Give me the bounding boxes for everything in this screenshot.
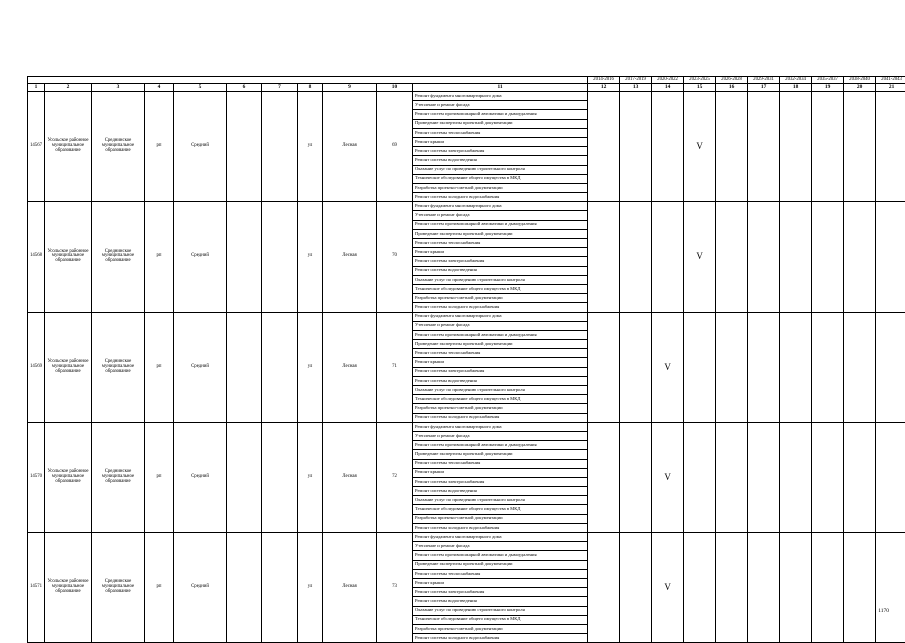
work-item: Проведение экспертизы проектной документации: [413, 450, 588, 459]
period-cell: [620, 533, 652, 643]
year-period-header: 2041-2043: [876, 77, 905, 84]
work-item: Оказание услуг по проведению строительного контроля: [413, 275, 588, 284]
work-item: Техническое обследование общего имущества в МКД: [413, 505, 588, 514]
column-number: 14: [652, 84, 684, 92]
work-item: Проведение экспертизы проектной документации: [413, 340, 588, 349]
settlement-type: рп: [145, 533, 174, 643]
period-cell: [876, 202, 905, 312]
building-id: 14567: [28, 92, 45, 202]
street-type: ул: [298, 422, 323, 532]
column-number: 9: [323, 84, 377, 92]
street-type: ул: [298, 312, 323, 422]
column-number: 1: [28, 84, 45, 92]
period-cell: [876, 92, 905, 202]
work-item: Ремонт систем противопожарной автоматики и дымоудаления: [413, 220, 588, 229]
municipality: Среднинское муниципальное образование: [92, 202, 145, 312]
period-cell: [620, 92, 652, 202]
municipality: Среднинское муниципальное образование: [92, 92, 145, 202]
street-name: Лесная: [323, 202, 377, 312]
work-item: Ремонт фундамента многоквартирного дома: [413, 533, 588, 542]
column-number-row: [28, 84, 905, 92]
year-period-header: 2029-2031: [748, 77, 780, 84]
period-cell: [588, 92, 620, 202]
house-number: 70: [377, 202, 413, 312]
work-item: Ремонт крыши: [413, 358, 588, 367]
years-header-row: [28, 77, 905, 84]
work-item: Техническое обследование общего имущества в МКД: [413, 284, 588, 293]
work-item: Утепление и ремонт фасада: [413, 321, 588, 330]
period-cell: [716, 312, 748, 422]
column-number: 13: [620, 84, 652, 92]
column-number: 19: [812, 84, 844, 92]
year-period-header: 2023-2025: [684, 77, 716, 84]
work-item: Ремонт крыши: [413, 137, 588, 146]
municipal-district: Усольское районное муниципальное образование: [45, 533, 92, 643]
settlement-name: Средний: [174, 92, 227, 202]
period-cell: [780, 312, 812, 422]
work-item: Ремонт системы холодного водоснабжения: [413, 413, 588, 422]
period-cell: [812, 422, 844, 532]
column-number: 12: [588, 84, 620, 92]
work-row: [28, 422, 905, 431]
house-number: 73: [377, 533, 413, 643]
work-item: Ремонт систем противопожарной автоматики и дымоудаления: [413, 330, 588, 339]
street-name: Лесная: [323, 312, 377, 422]
column-7: [262, 533, 298, 643]
house-number: 72: [377, 422, 413, 532]
table-body: [28, 77, 905, 643]
work-item: Ремонт системы теплоснабжения: [413, 239, 588, 248]
period-cell: [652, 92, 684, 202]
work-row: [28, 92, 905, 101]
building-id: 14568: [28, 202, 45, 312]
years-header-blank: [28, 77, 588, 84]
period-cell: [748, 92, 780, 202]
municipality: Среднинское муниципальное образование: [92, 312, 145, 422]
column-7: [262, 92, 298, 202]
column-number: 20: [844, 84, 876, 92]
column-number: 11: [413, 84, 588, 92]
work-item: Ремонт системы холодного водоснабжения: [413, 193, 588, 202]
street-name: Лесная: [323, 533, 377, 643]
municipality: Среднинское муниципальное образование: [92, 533, 145, 643]
column-6: [227, 92, 262, 202]
period-cell: [716, 92, 748, 202]
period-cell: [844, 312, 876, 422]
work-item: Техническое обследование общего имущества в МКД: [413, 174, 588, 183]
period-cell: [748, 533, 780, 643]
period-cell: [684, 312, 716, 422]
period-mark: V: [652, 312, 684, 422]
work-item: Ремонт крыши: [413, 468, 588, 477]
work-item: Ремонт крыши: [413, 248, 588, 257]
column-number: 5: [174, 84, 227, 92]
period-cell: [684, 533, 716, 643]
work-item: Оказание услуг по проведению строительного контроля: [413, 496, 588, 505]
street-name: Лесная: [323, 422, 377, 532]
work-item: Ремонт системы теплоснабжения: [413, 128, 588, 137]
building-id: 14571: [28, 533, 45, 643]
year-period-header: 2020-2022: [652, 77, 684, 84]
period-cell: [844, 533, 876, 643]
column-7: [262, 422, 298, 532]
work-item: Разработка проектно-сметной документации: [413, 294, 588, 303]
work-item: Ремонт системы электроснабжения: [413, 367, 588, 376]
period-cell: [716, 533, 748, 643]
period-cell: [812, 533, 844, 643]
period-cell: [812, 312, 844, 422]
period-cell: [812, 202, 844, 312]
work-item: Ремонт системы теплоснабжения: [413, 569, 588, 578]
period-cell: [620, 312, 652, 422]
column-6: [227, 533, 262, 643]
work-item: Ремонт систем противопожарной автоматики и дымоудаления: [413, 551, 588, 560]
work-item: Проведение экспертизы проектной документации: [413, 119, 588, 128]
work-item: Техническое обследование общего имущества в МКД: [413, 395, 588, 404]
settlement-type: рп: [145, 202, 174, 312]
work-row: [28, 533, 905, 542]
work-item: Оказание услуг по проведению строительного контроля: [413, 165, 588, 174]
period-cell: [588, 422, 620, 532]
work-item: Ремонт системы холодного водоснабжения: [413, 634, 588, 643]
work-item: Ремонт системы водоотведения: [413, 487, 588, 496]
period-cell: [844, 92, 876, 202]
work-item: Утепление и ремонт фасада: [413, 431, 588, 440]
work-item: Разработка проектно-сметной документации: [413, 404, 588, 413]
period-cell: [844, 202, 876, 312]
schedule-document: [27, 76, 883, 643]
column-number: 2: [45, 84, 92, 92]
period-cell: [780, 92, 812, 202]
column-7: [262, 312, 298, 422]
work-item: Оказание услуг по проведению строительного контроля: [413, 606, 588, 615]
work-item: Проведение экспертизы проектной документации: [413, 560, 588, 569]
work-item: Ремонт фундамента многоквартирного дома: [413, 422, 588, 431]
period-cell: [748, 422, 780, 532]
column-7: [262, 202, 298, 312]
work-row: [28, 202, 905, 211]
period-cell: [876, 312, 905, 422]
period-cell: [748, 202, 780, 312]
period-cell: [844, 422, 876, 532]
repair-schedule-table: [27, 76, 905, 643]
municipal-district: Усольское районное муниципальное образование: [45, 202, 92, 312]
column-number: 3: [92, 84, 145, 92]
work-item: Ремонт фундамента многоквартирного дома: [413, 312, 588, 321]
work-item: Ремонт фундамента многоквартирного дома: [413, 202, 588, 211]
year-period-header: 2014-2016: [588, 77, 620, 84]
work-item: Ремонт фундамента многоквартирного дома: [413, 92, 588, 101]
year-period-header: 2038-2040: [844, 77, 876, 84]
column-number: 4: [145, 84, 174, 92]
building-id: 14570: [28, 422, 45, 532]
work-item: Ремонт систем противопожарной автоматики и дымоудаления: [413, 441, 588, 450]
year-period-header: 2035-2037: [812, 77, 844, 84]
period-cell: [620, 202, 652, 312]
period-cell: [684, 422, 716, 532]
column-6: [227, 312, 262, 422]
column-number: 15: [684, 84, 716, 92]
municipal-district: Усольское районное муниципальное образование: [45, 422, 92, 532]
work-item: Ремонт системы водоотведения: [413, 376, 588, 385]
house-number: 69: [377, 92, 413, 202]
period-cell: [716, 202, 748, 312]
work-row: [28, 312, 905, 321]
settlement-name: Средний: [174, 202, 227, 312]
column-number: 17: [748, 84, 780, 92]
work-item: Ремонт системы водоотведения: [413, 156, 588, 165]
settlement-name: Средний: [174, 533, 227, 643]
page-number: 1170: [878, 608, 889, 614]
work-item: Ремонт крыши: [413, 578, 588, 587]
work-item: Утепление и ремонт фасада: [413, 542, 588, 551]
work-item: Оказание услуг по проведению строительного контроля: [413, 386, 588, 395]
street-type: ул: [298, 92, 323, 202]
settlement-type: рп: [145, 92, 174, 202]
work-item: Ремонт системы электроснабжения: [413, 257, 588, 266]
work-item: Ремонт системы водоотведения: [413, 597, 588, 606]
work-item: Ремонт систем противопожарной автоматики и дымоудаления: [413, 110, 588, 119]
period-mark: V: [652, 533, 684, 643]
work-item: Утепление и ремонт фасада: [413, 211, 588, 220]
work-item: Разработка проектно-сметной документации: [413, 183, 588, 192]
period-cell: [652, 202, 684, 312]
municipal-district: Усольское районное муниципальное образование: [45, 312, 92, 422]
period-cell: [620, 422, 652, 532]
period-cell: [780, 202, 812, 312]
period-cell: [588, 202, 620, 312]
column-6: [227, 202, 262, 312]
period-cell: [588, 533, 620, 643]
street-name: Лесная: [323, 92, 377, 202]
house-number: 71: [377, 312, 413, 422]
work-item: Ремонт системы электроснабжения: [413, 588, 588, 597]
period-mark: V: [684, 92, 716, 202]
settlement-type: рп: [145, 422, 174, 532]
settlement-name: Средний: [174, 312, 227, 422]
work-item: Разработка проектно-сметной документации: [413, 514, 588, 523]
column-number: 16: [716, 84, 748, 92]
period-cell: [812, 92, 844, 202]
work-item: Ремонт системы электроснабжения: [413, 477, 588, 486]
column-number: 8: [298, 84, 323, 92]
column-number: 7: [262, 84, 298, 92]
municipality: Среднинское муниципальное образование: [92, 422, 145, 532]
column-6: [227, 422, 262, 532]
work-item: Разработка проектно-сметной документации: [413, 624, 588, 633]
building-id: 14569: [28, 312, 45, 422]
street-type: ул: [298, 533, 323, 643]
period-cell: [780, 533, 812, 643]
settlement-name: Средний: [174, 422, 227, 532]
period-cell: [716, 422, 748, 532]
work-item: Проведение экспертизы проектной документации: [413, 229, 588, 238]
work-item: Техническое обследование общего имущества в МКД: [413, 615, 588, 624]
period-cell: [876, 533, 905, 643]
period-cell: [748, 312, 780, 422]
year-period-header: 2017-2019: [620, 77, 652, 84]
settlement-type: рп: [145, 312, 174, 422]
column-number: 6: [227, 84, 262, 92]
work-item: Ремонт системы теплоснабжения: [413, 459, 588, 468]
work-item: Ремонт системы электроснабжения: [413, 147, 588, 156]
period-cell: [876, 422, 905, 532]
period-mark: V: [652, 422, 684, 532]
year-period-header: 2026-2028: [716, 77, 748, 84]
column-number: 10: [377, 84, 413, 92]
street-type: ул: [298, 202, 323, 312]
municipal-district: Усольское районное муниципальное образование: [45, 92, 92, 202]
work-item: Ремонт системы холодного водоснабжения: [413, 303, 588, 312]
work-item: Ремонт системы водоотведения: [413, 266, 588, 275]
year-period-header: 2032-2034: [780, 77, 812, 84]
period-cell: [588, 312, 620, 422]
period-cell: [780, 422, 812, 532]
work-item: Утепление и ремонт фасада: [413, 101, 588, 110]
period-mark: V: [684, 202, 716, 312]
work-item: Ремонт системы холодного водоснабжения: [413, 523, 588, 532]
column-number: 21: [876, 84, 905, 92]
work-item: Ремонт системы теплоснабжения: [413, 349, 588, 358]
column-number: 18: [780, 84, 812, 92]
